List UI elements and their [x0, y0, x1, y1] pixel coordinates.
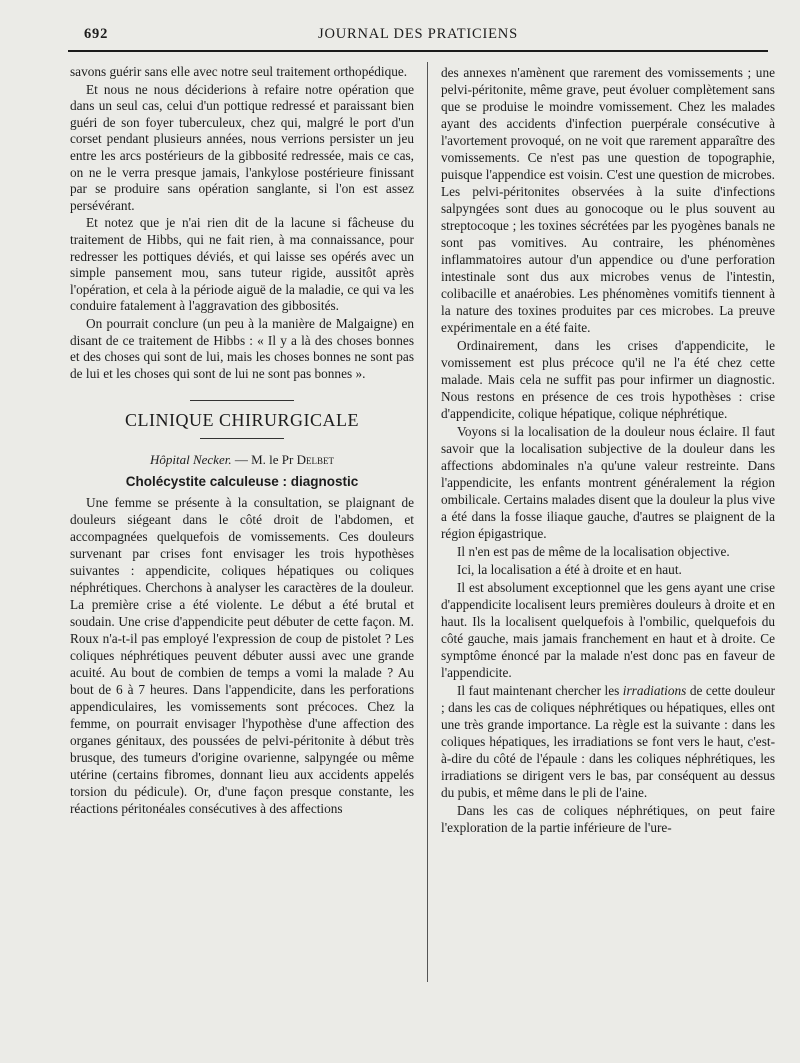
- article-byline: [70, 451, 414, 468]
- professor-title: Pr: [281, 452, 294, 468]
- paragraph: savons guérir sans elle avec notre seul traitement orthopédique.: [70, 64, 408, 79]
- section-title: CLINIQUE CHIRURGICALE: [70, 412, 414, 429]
- hospital-name: Hôpital Necker.: [150, 452, 232, 468]
- paragraph: Dans les cas de coliques néphrétiques, on peut faire l'exploration de la partie inférieure de l'ure-: [441, 803, 775, 835]
- left-column: [70, 64, 414, 817]
- journal-title: JOURNAL DES PRATICIENS: [318, 26, 518, 42]
- paragraph: Voyons si la localisation de la douleur nous éclaire. Il faut savoir que la localisation subjective de la douleur dans les affections abdominales n'a qu'une valeur restreinte. Dans l'appendicite, les enfants montrent généralement la région ombilicale. Certains malades disent que la douleur la plus vive a été dans la fosse iliaque gauche, d'autres se plaignent de la région épigastrique.: [441, 424, 775, 541]
- paragraph: Ici, la localisation a été à droite et en haut.: [457, 562, 682, 577]
- paragraph: On pourrait conclure (un peu à la manière de Malgaigne) en disant de ce traitement de Hibbs : « Il y a là des choses bonnes et des choses qui sont de lui, mais les choses bonnes ne sont pas de lui et les choses qui sont de lui ne sont pas bonnes ».: [70, 315, 414, 381]
- paragraph-irradiations: [441, 682, 775, 801]
- page-number: 692: [84, 26, 109, 42]
- paragraph: des annexes n'amènent que rarement des vomissements ; une pelvi-péritonite, même grave, peut évoluer complètement sans que se produise le moindre vomissement. Chez les malades ayant des accidents d'infection puerpérale consécutive à l'avortement provoqué, on ne voit que rarement apparaître des vomissements. Ce n'est pas une question de topographie, puisque l'appendice est voisin. C'est une question de microbes. Les pelvi-péritonites observées à la suite d'infections salpyngées sont dues au gonocoque ou le plus souvent au streptocoque ; les toxines sécrétées par les pyogènes banals ne sont pas vomitives. Au contraire, les phénomènes inflammatoires autour d'un appendice ou d'une perforation intestinale sont dus aux microbes venus de l'intestin, colibacille et anaérobies. Les phénomènes vomitifs tiennent à la nature des toxines produites par ces microbes. La preuve expérimentale en a été faite.: [441, 65, 775, 335]
- emphasis: irradiations: [622, 683, 687, 698]
- text-run: Il faut maintenant chercher les: [457, 683, 620, 698]
- paragraph: Il est absolument exceptionnel que les gens ayant une crise d'appendicite localisent leurs premières douleurs à droite et en haut. Ils la localisent quelquefois à l'ombilic, quelquefois du côté gauche, mais jamais franchement en haut et à droite. Ce symptôme énoncé par la malade n'est donc pas en faveur de l'appendicite.: [441, 580, 775, 680]
- header-rule: [68, 50, 768, 52]
- paragraph: Et notez que je n'ai rien dit de la lacune si fâcheuse du traitement de Hibbs, qui ne fait rien, à ma connaissance, pour redresser les pottiques déviés, et qui laisse ses opérés avec un simple pansement mou, sans tuteur rigide, aussitôt après l'opération, et cela à la période aiguë de la maladie, ce qui va les conduire fatalement à l'aggravation des gibbosités.: [70, 215, 414, 314]
- byline-separator: — M. le: [234, 452, 279, 468]
- paragraph: Ordinairement, dans les crises d'appendicite, le vomissement est plus précoce qu'il ne l'a été chez cette malade. Mais cela ne suffit pas pour infirmer un diagnostic. Nous restons en présence de ces trois hypothèses : crise d'appendicite, colique hépatique, colique néphrétique.: [441, 338, 775, 421]
- text-run: de cette douleur ; dans les cas de coliques néphrétiques ou hépatiques, elles ont une très grande importance. La règle est la suivante : dans les coliques hépatiques, les irradiations se font vers le haut, c'est-à-dire du côté de l'épaule : dans les coliques néphrétiques, les irradiations se dirigent vers le bas, par conséquent au dessus du pubis, et même dans le pli de l'aine.: [441, 683, 776, 800]
- column-divider: [427, 62, 428, 982]
- professor-name: Delbet: [296, 452, 334, 468]
- right-column: [441, 64, 775, 836]
- paragraph: Il n'en est pas de même de la localisation objective.: [457, 544, 730, 559]
- page-header: [68, 24, 768, 46]
- paragraph: Et nous ne nous déciderions à refaire notre opération que dans un seul cas, celui d'un pottique redressé et paraissant bien guéri de son foyer tuberculeux, chez qui, malgré le port d'un corset pendant plusieurs années, nous verrions persister un jeu entre les arcs postérieurs de la gibbosité redressée, mais ce cas, on ne le verra presque jamais, l'ankylose postérieure finissant par se produire sans opération sanglante, si l'on est assez persévérant.: [70, 81, 414, 213]
- paragraph: Une femme se présente à la consultation, se plaignant de douleurs siégeant dans le côté droit de l'abdomen, et accompagnées quelquefois de vomissements. Ces douleurs survenant par crises font envisager les trois hypothèses suivantes : appendicite, coliques hépatiques ou coliques néphrétiques. Cherchons à analyser les caractères de la douleur. La première crise a été violente. Le début a été brutal et soudain. Une crise d'appendicite peut débuter de cette façon. M. Roux n'a-t-il pas employé l'expression de coup de pistolet ? Les coliques néphrétiques peuvent débuter aussi avec une grande acuité. Au bout de combien de temps a vomi la malade ? Au bout de 6 à 7 heures. Dans l'appendicite, dans les perforations appendiculaires, les vomissements sont précoces. Chez la femme, on pourrait envisager l'hypothèse d'une affection des organes génitaux, des poussées de pelvi-péritonite à début très brusque, des tumeurs d'origine ovarienne, salpyngée ou même utérine (certains fibromes, donnant lieu aux accidents appelés torsion du pédicule). Or, d'une façon presque constante, les réactions péritonéales consécutives à des affections: [70, 495, 414, 817]
- article-title: Cholécystite calculeuse : diagnostic: [125, 474, 359, 490]
